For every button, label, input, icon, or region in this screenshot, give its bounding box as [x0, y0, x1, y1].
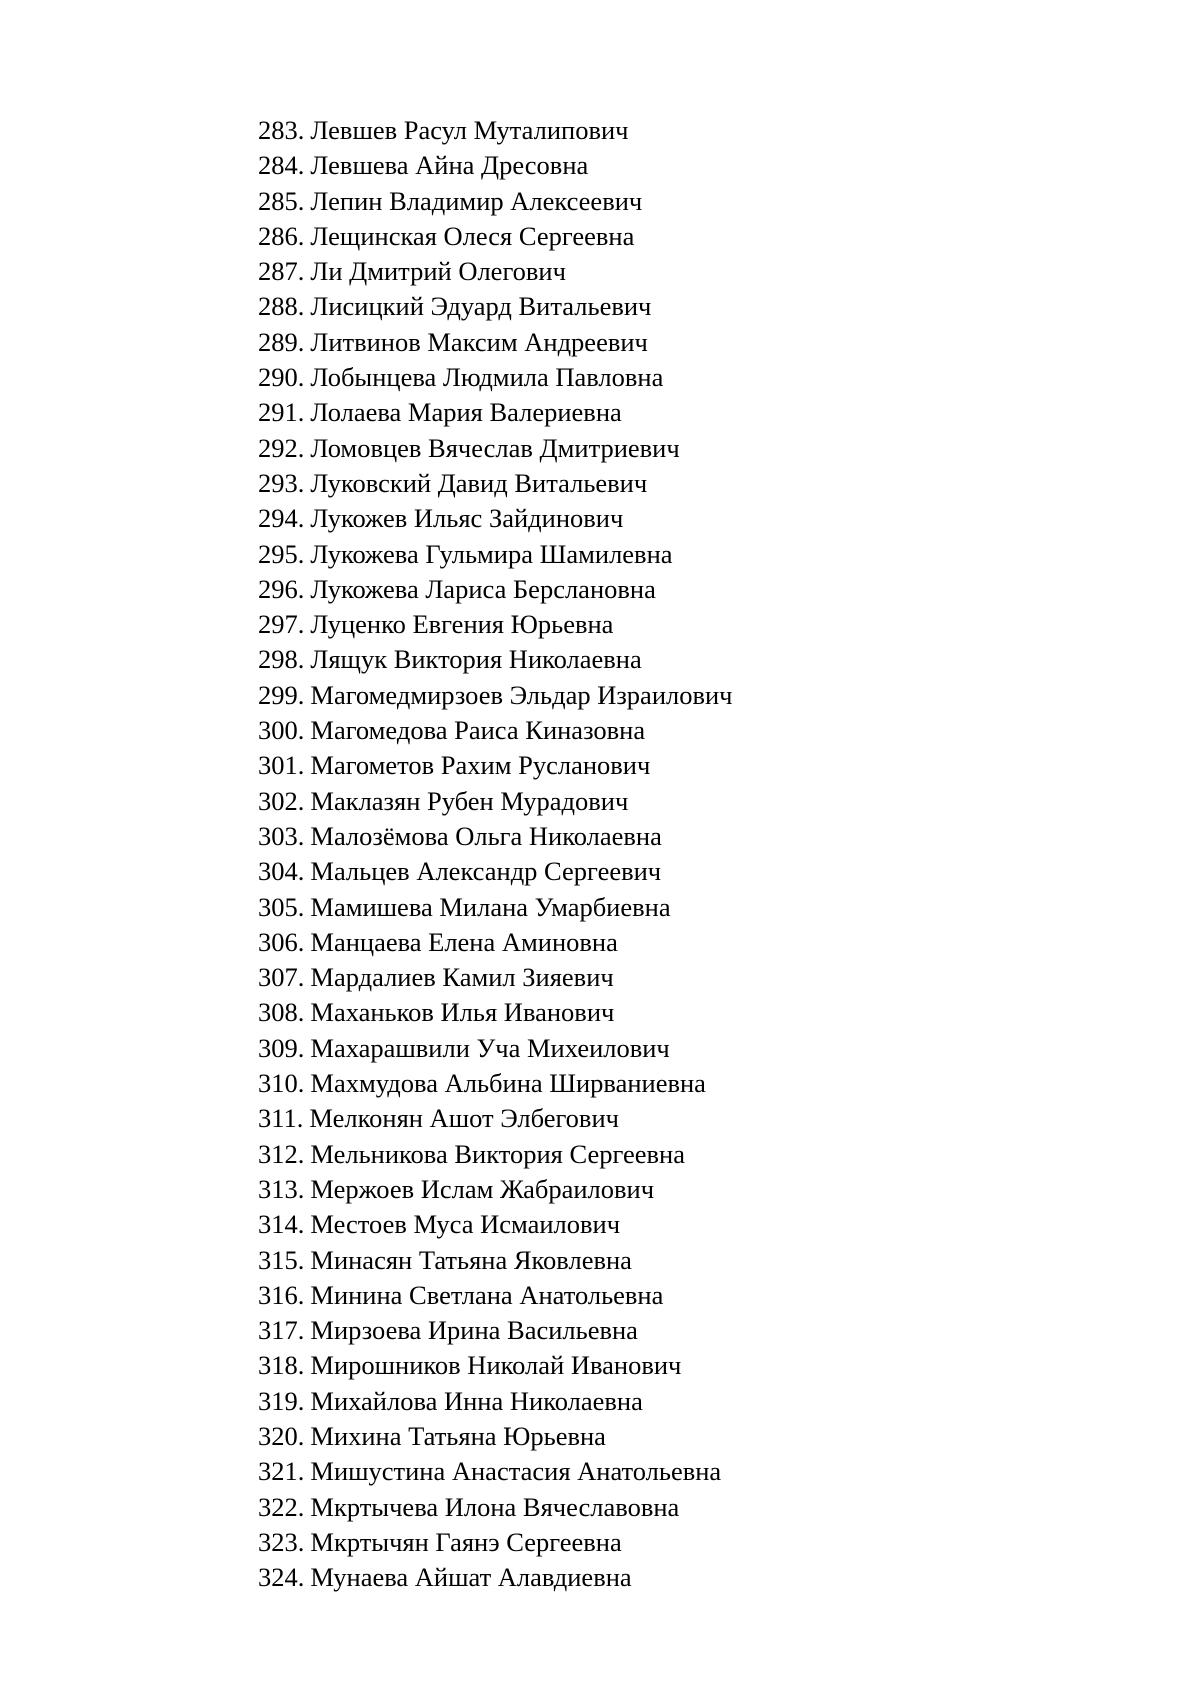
name-list — [258, 113, 733, 1595]
list-item-number: 293. — [258, 467, 305, 498]
list-item — [258, 960, 733, 995]
list-item — [258, 1454, 733, 1489]
list-item-number: 311. — [258, 1103, 304, 1134]
list-item-number: 304. — [258, 856, 305, 887]
list-item — [258, 113, 733, 148]
list-item — [258, 289, 733, 324]
list-item-number: 289. — [258, 326, 305, 357]
list-item — [258, 1278, 733, 1313]
list-item-name: Луковский Давид Витальевич — [310, 467, 648, 498]
list-item-number: 307. — [258, 962, 305, 993]
list-item-name: Лукожев Ильяс Зайдинович — [310, 503, 624, 534]
list-item-name: Луценко Евгения Юрьевна — [310, 609, 614, 640]
list-item — [258, 1560, 733, 1595]
list-item — [258, 466, 733, 501]
list-item — [258, 1490, 733, 1525]
list-item-name: Мирошников Николай Иванович — [310, 1350, 682, 1381]
list-item-number: 283. — [258, 115, 305, 145]
list-item-name: Михина Татьяна Юрьевна — [310, 1420, 606, 1451]
list-item-name: Мишустина Анастасия Анатольевна — [310, 1456, 722, 1487]
list-item-name: Махарашвили Уча Михеилович — [310, 1032, 670, 1063]
list-item-number: 316. — [258, 1279, 305, 1310]
list-item — [258, 325, 733, 360]
list-item-number: 287. — [258, 256, 305, 287]
list-item — [258, 1348, 733, 1383]
list-item-number: 301. — [258, 750, 305, 781]
list-item — [258, 1137, 733, 1172]
list-item-name: Маханьков Илья Иванович — [310, 997, 615, 1028]
list-item-number: 285. — [258, 185, 305, 216]
list-item-name: Мкртычян Гаянэ Сергеевна — [310, 1526, 622, 1557]
list-item-name: Мельникова Виктория Сергеевна — [310, 1138, 685, 1169]
list-item-name: Левшева Айна Дресовна — [310, 150, 589, 181]
list-item — [258, 1525, 733, 1560]
list-item — [258, 431, 733, 466]
list-item-name: Мержоев Ислам Жабраилович — [310, 1173, 655, 1204]
list-item — [258, 219, 733, 254]
list-item-number: 291. — [258, 397, 305, 428]
list-item — [258, 572, 733, 607]
list-item-name: Минина Светлана Анатольевна — [310, 1279, 664, 1310]
list-item-number: 319. — [258, 1385, 305, 1416]
list-item-name: Мирзоева Ирина Васильевна — [310, 1315, 638, 1346]
list-item-number: 298. — [258, 644, 305, 675]
list-item-number: 295. — [258, 538, 305, 569]
list-item-number: 306. — [258, 926, 305, 957]
list-item — [258, 748, 733, 783]
list-item-name: Ломовцев Вячеслав Дмитриевич — [310, 432, 680, 463]
list-item-name: Лобынцева Людмила Павловна — [310, 362, 664, 393]
list-item-name: Лукожева Гульмира Шамилевна — [310, 538, 673, 569]
list-item-name: Маклазян Рубен Мурадович — [310, 785, 629, 816]
list-item — [258, 360, 733, 395]
list-item-name: Мардалиев Камил Зияевич — [310, 962, 614, 993]
list-item-name: Магомедова Раиса Киназовна — [310, 715, 646, 746]
list-item-number: 308. — [258, 997, 305, 1028]
list-item-number: 315. — [258, 1244, 305, 1275]
list-item — [258, 925, 733, 960]
list-item-name: Магомедмирзоев Эльдар Израилович — [310, 679, 733, 710]
list-item — [258, 1101, 733, 1136]
list-item-name: Махмудова Альбина Ширваниевна — [310, 1068, 706, 1099]
list-item — [258, 819, 733, 854]
list-item-name: Лепин Владимир Алексеевич — [310, 185, 643, 216]
list-item-name: Лящук Виктория Николаевна — [310, 644, 642, 675]
list-item-name: Магометов Рахим Русланович — [310, 750, 651, 781]
list-item — [258, 713, 733, 748]
list-item — [258, 1207, 733, 1242]
list-item-number: 290. — [258, 362, 305, 393]
list-item-number: 303. — [258, 820, 305, 851]
list-item-number: 292. — [258, 432, 305, 463]
list-item-name: Лисицкий Эдуард Витальевич — [310, 291, 652, 322]
list-item-number: 318. — [258, 1350, 305, 1381]
list-item-number: 310. — [258, 1068, 305, 1099]
list-item-name: Местоев Муса Исмаилович — [310, 1209, 621, 1240]
list-item — [258, 607, 733, 642]
list-item-number: 313. — [258, 1173, 305, 1204]
list-item-number: 320. — [258, 1420, 305, 1451]
list-item-name: Мунаева Айшат Алавдиевна — [310, 1562, 632, 1593]
list-item — [258, 1419, 733, 1454]
list-item-number: 294. — [258, 503, 305, 534]
list-item-number: 300. — [258, 715, 305, 746]
list-item — [258, 642, 733, 677]
list-item-number: 299. — [258, 679, 305, 710]
list-item-number: 284. — [258, 150, 305, 181]
list-item — [258, 1243, 733, 1278]
list-item-number: 321. — [258, 1456, 305, 1487]
list-item-number: 322. — [258, 1491, 305, 1522]
list-item-number: 312. — [258, 1138, 305, 1169]
list-item — [258, 501, 733, 536]
list-item-number: 302. — [258, 785, 305, 816]
list-item-number: 286. — [258, 220, 305, 251]
list-item-name: Мкртычева Илона Вячеславовна — [310, 1491, 680, 1522]
list-item — [258, 1172, 733, 1207]
list-item-name: Лукожева Лариса Берслановна — [310, 573, 656, 604]
list-item-name: Мамишева Милана Умарбиевна — [310, 891, 671, 922]
list-item — [258, 184, 733, 219]
list-item-number: 309. — [258, 1032, 305, 1063]
list-item-name: Малозёмова Ольга Николаевна — [310, 820, 662, 851]
list-item — [258, 1313, 733, 1348]
list-item — [258, 395, 733, 430]
list-item — [258, 1384, 733, 1419]
list-item-name: Лещинская Олеся Сергеевна — [310, 220, 635, 251]
list-item-name: Манцаева Елена Аминовна — [310, 926, 618, 957]
list-item-name: Мальцев Александр Сергеевич — [310, 856, 662, 887]
list-item — [258, 148, 733, 183]
list-item-name: Мелконян Ашот Элбегович — [309, 1103, 619, 1134]
list-item — [258, 1066, 733, 1101]
list-item-name: Михайлова Инна Николаевна — [310, 1385, 643, 1416]
list-item-number: 296. — [258, 573, 305, 604]
list-item — [258, 854, 733, 889]
list-item-number: 323. — [258, 1526, 305, 1557]
list-item — [258, 537, 733, 572]
list-item-name: Лолаева Мария Валериевна — [310, 397, 622, 428]
list-item-name: Минасян Татьяна Яковлевна — [310, 1244, 632, 1275]
list-item-number: 297. — [258, 609, 305, 640]
list-item — [258, 678, 733, 713]
list-item-name: Левшев Расул Муталипович — [310, 115, 629, 145]
list-item-number: 317. — [258, 1315, 305, 1346]
list-item-number: 324. — [258, 1562, 305, 1593]
list-item-number: 314. — [258, 1209, 305, 1240]
list-item — [258, 254, 733, 289]
list-item — [258, 995, 733, 1030]
list-item-number: 288. — [258, 291, 305, 322]
list-item — [258, 1031, 733, 1066]
list-item-name: Литвинов Максим Андреевич — [310, 326, 648, 357]
list-item — [258, 890, 733, 925]
list-item-number: 305. — [258, 891, 305, 922]
list-item — [258, 784, 733, 819]
list-item-name: Ли Дмитрий Олегович — [310, 256, 566, 287]
